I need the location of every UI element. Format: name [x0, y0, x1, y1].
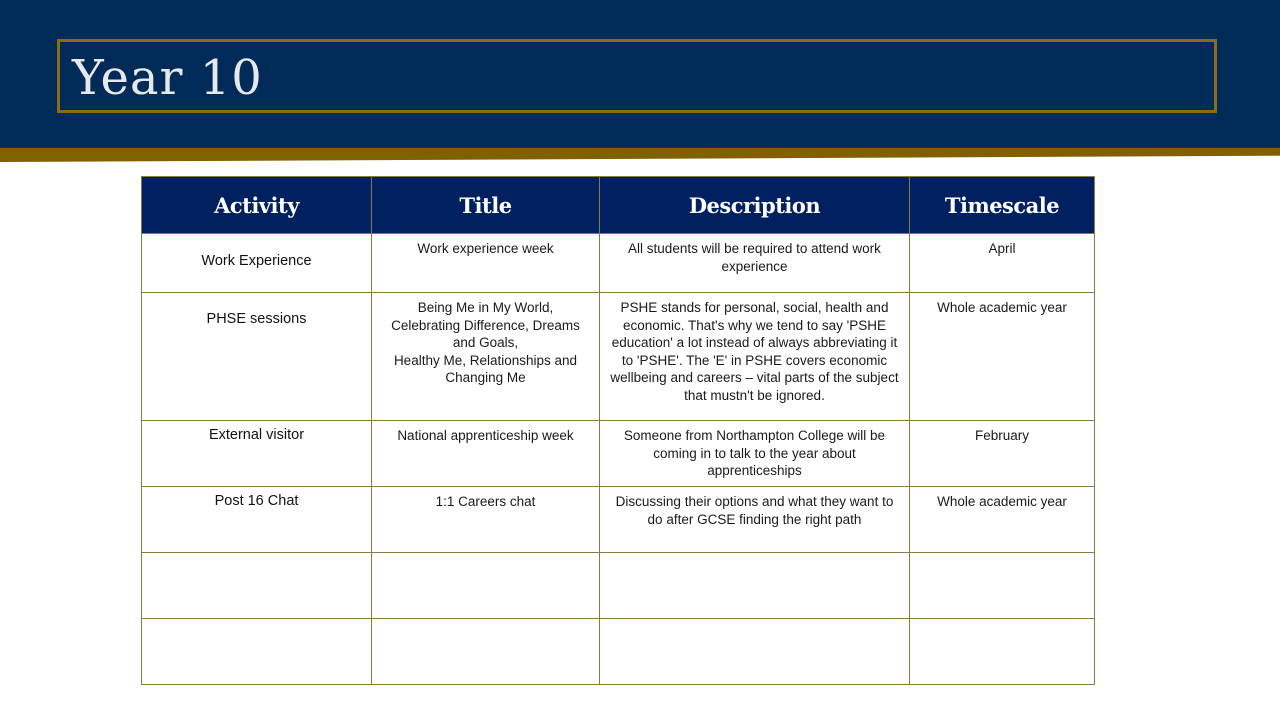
title-line: Celebrating Difference, Dreams and Goals,	[391, 317, 580, 350]
cell-empty	[142, 619, 372, 685]
cell-activity: PHSE sessions	[142, 293, 372, 421]
cell-empty	[600, 553, 910, 619]
title-frame	[57, 39, 1217, 113]
table-row	[142, 234, 1095, 293]
slide-title: Year 10	[72, 50, 263, 106]
header-description: Description	[600, 177, 910, 234]
cell-empty	[372, 619, 600, 685]
cell-empty	[910, 619, 1095, 685]
cell-empty	[910, 553, 1095, 619]
cell-description: Someone from Northampton College will be coming in to talk to the year about apprenticeships	[600, 421, 910, 487]
cell-timescale: Whole academic year	[910, 487, 1095, 553]
cell-timescale: February	[910, 421, 1095, 487]
title-line: Being Me in My World,	[417, 300, 554, 315]
header-timescale: Timescale	[910, 177, 1095, 234]
cell-empty	[600, 619, 910, 685]
cell-title: National apprenticeship week	[372, 421, 600, 487]
cell-title: Work experience week	[372, 234, 600, 293]
cell-description: PSHE stands for personal, social, health and economic. That's why we tend to say 'PSHE education' a lot instead of always abbreviating it to 'PSHE'. The 'E' in PSHE covers economic wellbeing and careers – vital parts of the subject that mustn't be ignored.	[600, 293, 910, 421]
table-row	[142, 421, 1095, 487]
title-line: Healthy Me, Relationships and Changing Me	[393, 352, 578, 385]
table-row-empty	[142, 553, 1095, 619]
cell-activity: Post 16 Chat	[142, 487, 372, 553]
header-title: Title	[372, 177, 600, 234]
table-row-empty	[142, 619, 1095, 685]
cell-empty	[142, 553, 372, 619]
table-header-row	[142, 177, 1095, 234]
cell-title	[372, 293, 600, 421]
cell-description: All students will be required to attend work experience	[600, 234, 910, 293]
table-row	[142, 487, 1095, 553]
cell-title: 1:1 Careers chat	[372, 487, 600, 553]
header-gold-rule	[0, 148, 1280, 162]
cell-timescale: Whole academic year	[910, 293, 1095, 421]
cell-timescale: April	[910, 234, 1095, 293]
cell-activity: Work Experience	[142, 234, 372, 293]
cell-description: Discussing their options and what they want to do after GCSE finding the right path	[600, 487, 910, 553]
cell-activity: External visitor	[142, 421, 372, 487]
header-activity: Activity	[142, 177, 372, 234]
cell-empty	[372, 553, 600, 619]
table-row	[142, 293, 1095, 421]
activity-table	[141, 176, 1095, 685]
